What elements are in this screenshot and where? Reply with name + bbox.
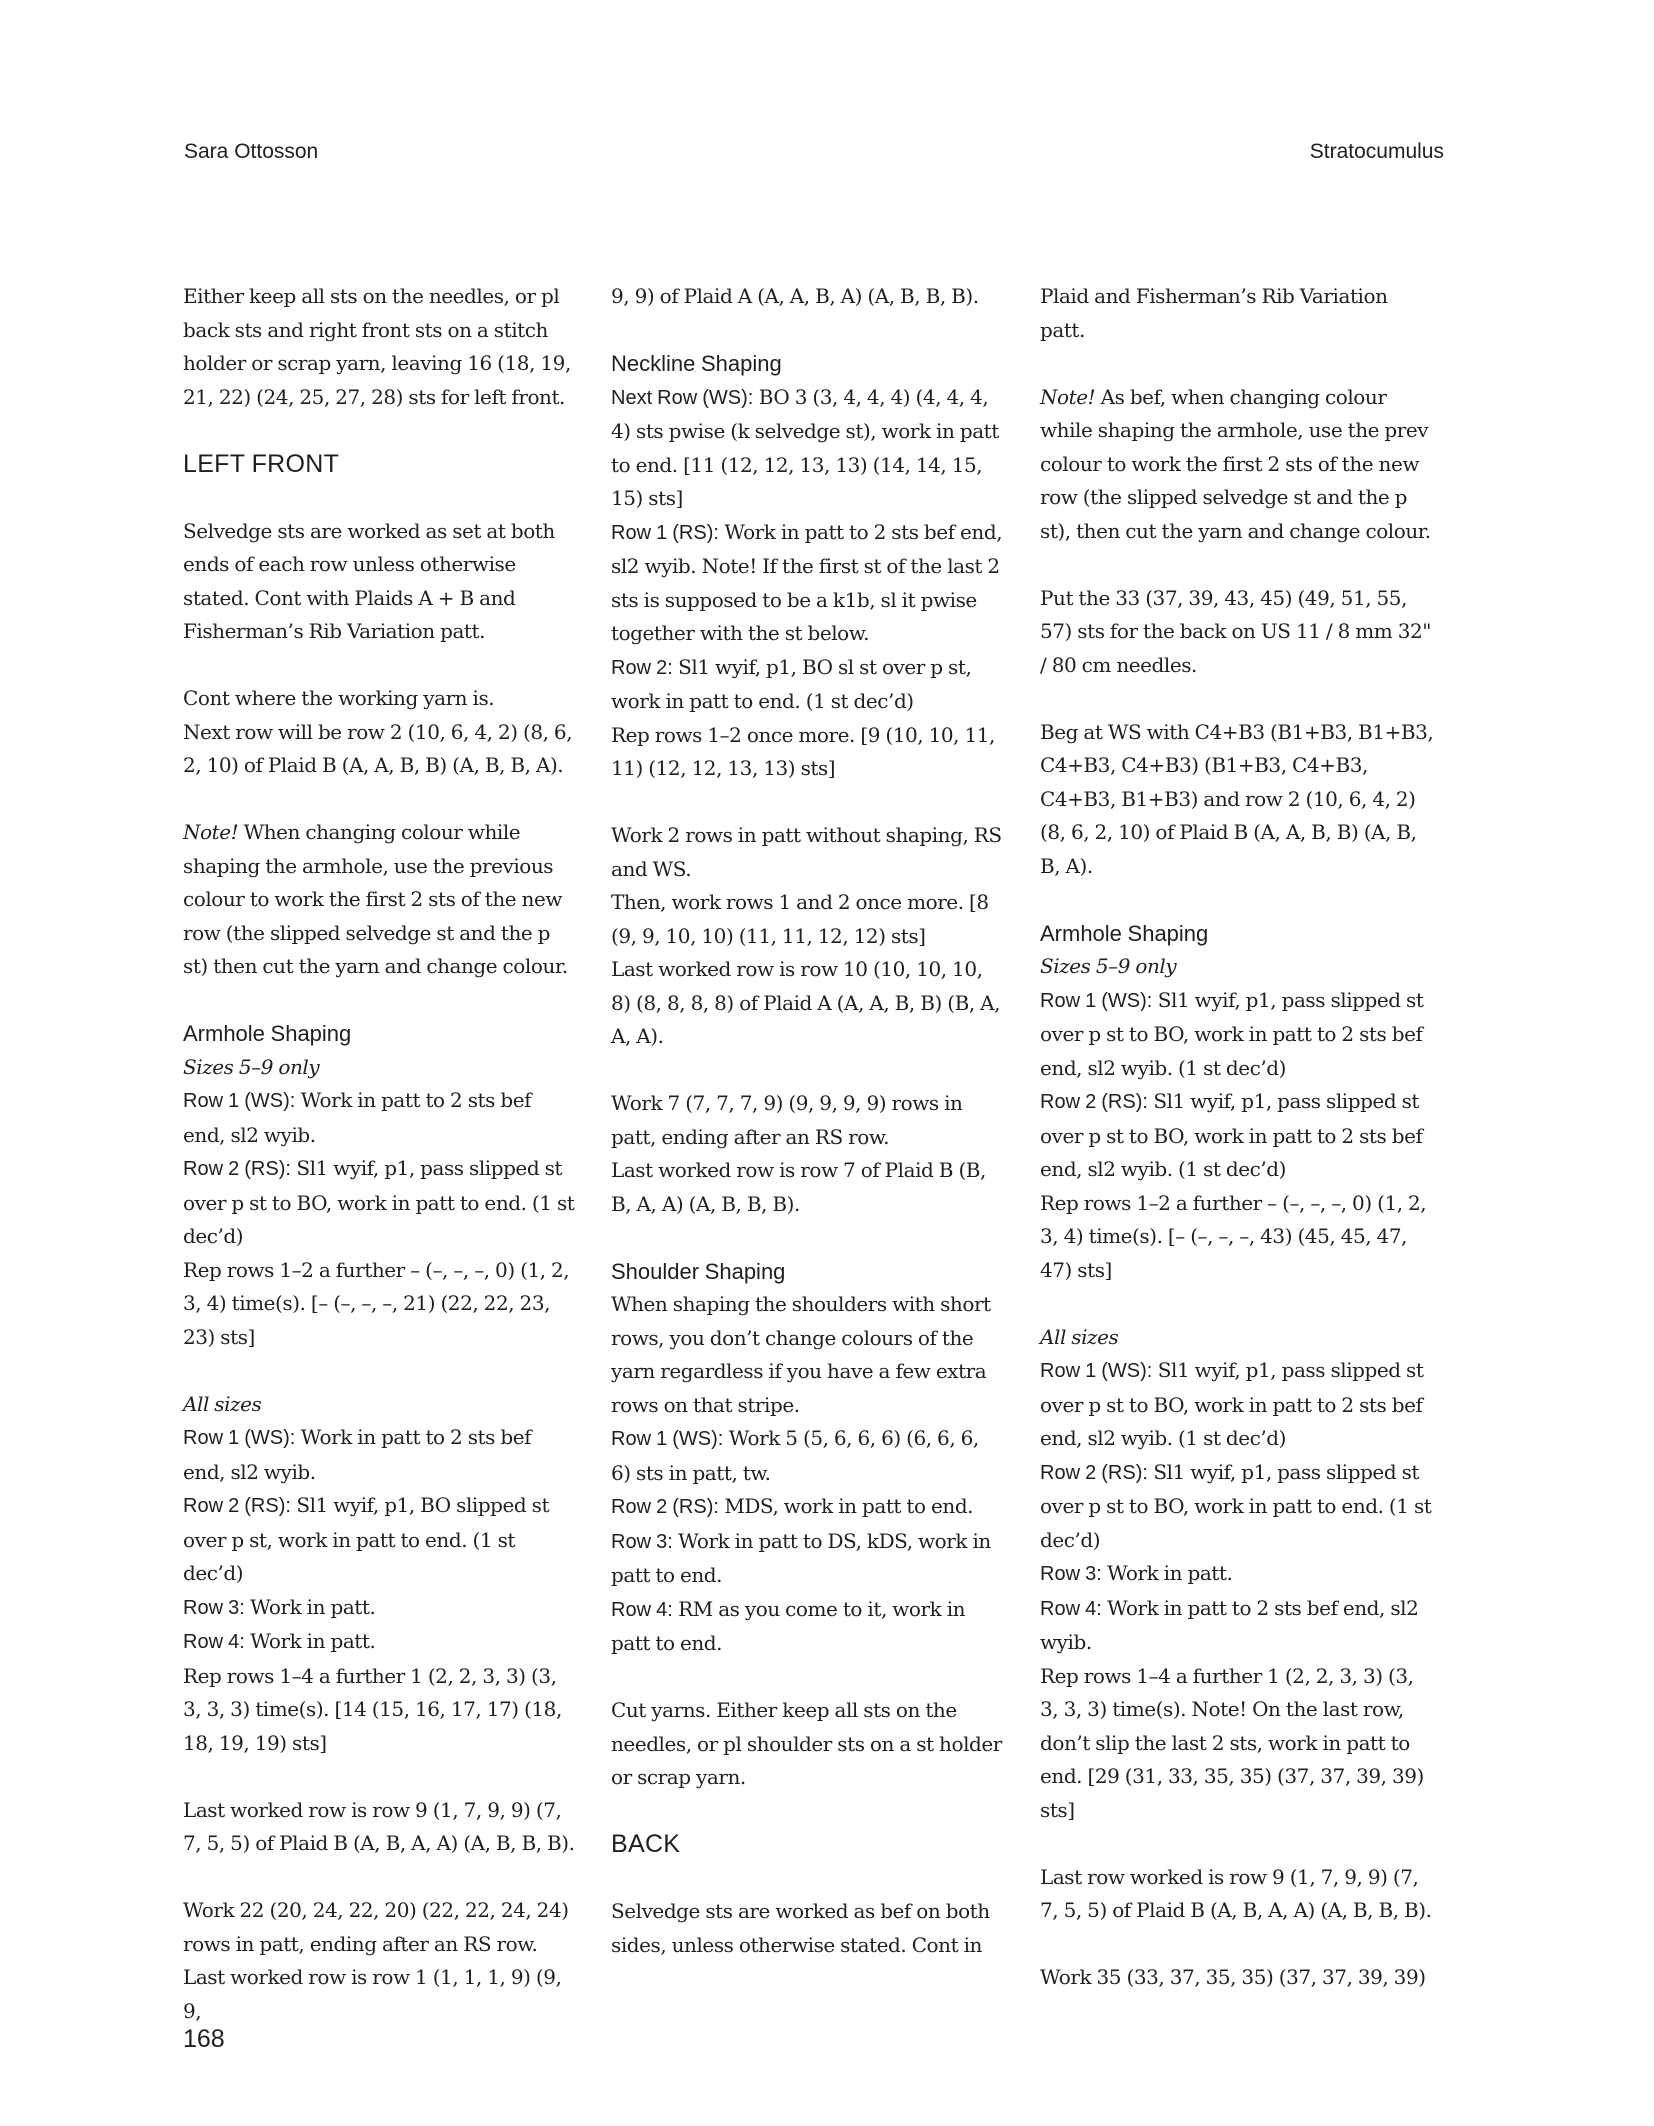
- paragraph: When shaping the shoulders with short rows, you don’t change colours of the yarn regardless if you have a few extra rows on that stripe.: [611, 1292, 991, 1417]
- row-text: Work in patt.: [244, 1594, 376, 1619]
- subheading-shoulder-shaping: Shoulder Shaping: [611, 1258, 786, 1284]
- sizes-note: [183, 1051, 575, 1085]
- text-column-3: [1040, 280, 1436, 1995]
- row-label: Row 2:: [611, 656, 673, 679]
- running-header-author: Sara Ottosson: [184, 140, 319, 163]
- instruction-row: [183, 1591, 575, 1626]
- row-text: Work in patt to DS, kDS, work in patt to end.: [611, 1528, 991, 1587]
- paragraph: Work 2 rows in patt without shaping, RS and WS.: [611, 823, 1002, 881]
- row-label: Row 4:: [183, 1631, 245, 1653]
- sizes-label: Sizes 5–9 only: [1040, 954, 1177, 978]
- row-label: Row 1 (WS):: [1040, 1360, 1153, 1382]
- running-header-title: Stratocumulus: [1309, 140, 1444, 163]
- sizes-note: [183, 1388, 575, 1422]
- row-label: Row 1 (WS):: [183, 1427, 296, 1449]
- subheading-armhole-shaping: Armhole Shaping: [1040, 920, 1209, 946]
- paragraph: Work 35 (33, 37, 35, 35) (37, 37, 39, 39): [1040, 1965, 1426, 1989]
- note-label: Note!: [183, 820, 239, 844]
- row-text: MDS, work in patt to end.: [718, 1494, 974, 1518]
- row-text: RM as you come to it, work in patt to end.: [611, 1596, 966, 1655]
- paragraph: Then, work rows 1 and 2 once more. [8 (9, 9, 10, 10) (11, 11, 12, 12) sts]: [611, 890, 989, 948]
- note-paragraph: [183, 816, 575, 984]
- instruction-row: [1040, 1456, 1436, 1558]
- instruction-row: [183, 1421, 575, 1489]
- note-text: As bef, when changing colour while shaping the armhole, use the prev colour to work the first 2 sts of the new row (the slipped selvedge st and the p st), then cut the yarn and change colour.: [1040, 384, 1431, 543]
- row-label: Row 2 (RS):: [1040, 1091, 1148, 1113]
- instruction-row: [1040, 984, 1436, 1086]
- paragraph: Selvedge sts are worked as set at both ends of each row unless otherwise stated. Cont with Plaids A + B and Fisherman’s Rib Variation patt.: [183, 518, 555, 643]
- paragraph: Either keep all sts on the needles, or pl back sts and right front sts on a stitch holder or scrap yarn, leaving 16 (18, 19, 21, 22) (24, 25, 27, 28) sts for left front.: [183, 284, 571, 409]
- sizes-note: [1040, 950, 1436, 984]
- paragraph: Rep rows 1–4 a further 1 (2, 2, 3, 3) (3, 3, 3, 3) time(s). Note! On the last row, don’t slip the last 2 sts, work in patt to end. [29 (31, 33, 35, 35) (37, 37, 39, 39) sts]: [1040, 1663, 1424, 1822]
- note-text: When changing colour while shaping the armhole, use the previous colour to work the first 2 sts of the new row (the slipped selvedge st and the p st) then cut the yarn and change colour.: [183, 820, 568, 978]
- row-label: Row 1 (WS):: [183, 1090, 296, 1112]
- row-label: Row 2 (RS):: [1040, 1461, 1148, 1484]
- instruction-row: [611, 1490, 1003, 1525]
- row-text: Work in patt.: [244, 1629, 376, 1653]
- instruction-row: [183, 1489, 575, 1591]
- note-paragraph: [1040, 381, 1436, 549]
- paragraph: Last worked row is row 7 of Plaid B (B, B, A, A) (A, B, B, B).: [611, 1158, 986, 1216]
- instruction-row: [183, 1084, 575, 1152]
- paragraph: Beg at WS with C4+B3 (B1+B3, B1+B3, C4+B3, C4+B3) (B1+B3, C4+B3, C4+B3, B1+B3) and row 2 (10, 6, 4, 2) (8, 6, 2, 10) of Plaid B (A, A, B, B) (A, B, B, A).: [1040, 719, 1434, 878]
- paragraph: Last worked row is row 1 (1, 1, 1, 9) (9, 9,: [183, 1965, 562, 2023]
- row-text: Sl1 wyif, p1, pass slipped st over p st to BO, work in patt to 2 sts bef end, sl2 wyib. (1 st dec’d): [1040, 1358, 1424, 1450]
- text-column-1: [183, 280, 575, 2028]
- row-label: Row 1 (WS):: [611, 1428, 724, 1450]
- row-text: Work in patt to 2 sts bef end, sl2 wyib.: [183, 1425, 532, 1484]
- paragraph: Last row worked is row 9 (1, 7, 9, 9) (7, 7, 5, 5) of Plaid B (A, B, A, A) (A, B, B, B).: [1040, 1864, 1432, 1922]
- subheading-neckline-shaping: Neckline Shaping: [611, 351, 782, 376]
- instruction-row: [611, 1593, 1003, 1661]
- section-heading-back: BACK: [611, 1830, 681, 1858]
- paragraph: Next row will be row 2 (10, 6, 4, 2) (8, 6, 2, 10) of Plaid B (A, A, B, B) (A, B, B, A).: [183, 719, 573, 777]
- row-text: Sl1 wyif, p1, pass slipped st over p st to BO, work in patt to end. (1 st dec’d): [183, 1156, 575, 1248]
- paragraph: Put the 33 (37, 39, 43, 45) (49, 51, 55, 57) sts for the back on US 11 / 8 mm 32" / 80 cm needles.: [1040, 585, 1432, 677]
- section-heading-left-front: LEFT FRONT: [183, 449, 340, 478]
- sizes-label: Sizes 5–9 only: [183, 1054, 320, 1079]
- sizes-label: All sizes: [183, 1391, 262, 1416]
- text-column-2: [611, 280, 1003, 1962]
- row-text: Sl1 wyif, p1, BO sl st over p st, work in patt to end. (1 st dec’d): [611, 654, 972, 713]
- paragraph: Cut yarns. Either keep all sts on the needles, or pl shoulder sts on a st holder or scrap yarn.: [611, 1698, 1002, 1789]
- sizes-note: [1040, 1321, 1436, 1355]
- row-label: Row 3:: [183, 1596, 245, 1619]
- row-label: Row 2 (RS):: [183, 1495, 291, 1517]
- note-label: Note!: [1040, 384, 1096, 409]
- row-text: Work in patt.: [1101, 1561, 1233, 1585]
- instruction-row: [183, 1625, 575, 1660]
- paragraph: Rep rows 1–2 a further – (–, –, –, 0) (1, 2, 3, 4) time(s). [– (–, –, –, 43) (45, 45, 47, 47) sts]: [1040, 1190, 1427, 1282]
- instruction-row: [611, 381, 1003, 516]
- instruction-row: [611, 1422, 1003, 1490]
- paragraph: Work 7 (7, 7, 7, 9) (9, 9, 9, 9) rows in patt, ending after an RS row.: [611, 1091, 963, 1149]
- paragraph: Selvedge sts are worked as bef on both sides, unless otherwise stated. Cont in: [611, 1899, 990, 1957]
- row-text: Work in patt to 2 sts bef end, sl2 wyib.: [1040, 1595, 1419, 1654]
- row-label: Row 4:: [611, 1598, 673, 1621]
- paragraph: Rep rows 1–2 a further – (–, –, –, 0) (1, 2, 3, 4) time(s). [– (–, –, –, 21) (22, 22, 23, 23) sts]: [183, 1257, 570, 1349]
- paragraph: Rep rows 1–2 once more. [9 (10, 10, 11, 11) (12, 12, 13, 13) sts]: [611, 722, 995, 780]
- row-text: Sl1 wyif, p1, pass slipped st over p st to BO, work in patt to end. (1 st dec’d): [1040, 1459, 1432, 1552]
- paragraph: 9, 9) of Plaid A (A, A, B, A) (A, B, B, B).: [611, 284, 979, 308]
- sizes-label: All sizes: [1040, 1324, 1119, 1349]
- row-label: Row 2 (RS):: [183, 1158, 291, 1180]
- instruction-row: [611, 1525, 1003, 1593]
- row-label: Row 4:: [1040, 1597, 1102, 1620]
- subheading-armhole-shaping: Armhole Shaping: [183, 1021, 352, 1046]
- row-text: Work 5 (5, 6, 6, 6) (6, 6, 6, 6) sts in patt, tw.: [611, 1426, 979, 1485]
- paragraph: Cont where the working yarn is.: [183, 686, 495, 710]
- row-label: Row 1 (RS):: [611, 521, 719, 544]
- paragraph: Plaid and Fisherman’s Rib Variation patt.: [1040, 284, 1388, 342]
- row-text: Sl1 wyif, p1, BO slipped st over p st, work in patt to end. (1 st dec’d): [183, 1493, 550, 1585]
- page-number: 168: [183, 2025, 225, 2053]
- instruction-row: [1040, 1557, 1436, 1592]
- paragraph: Work 22 (20, 24, 22, 20) (22, 22, 24, 24) rows in patt, ending after an RS row.: [183, 1898, 569, 1956]
- row-text: Sl1 wyif, p1, pass slipped st over p st to BO, work in patt to 2 sts bef end, sl2 wyib. (1 st dec’d): [1040, 987, 1424, 1080]
- instruction-row: [1040, 1085, 1436, 1187]
- instruction-row: [611, 516, 1003, 651]
- row-label: Row 1 (WS):: [1040, 989, 1153, 1012]
- row-text: Sl1 wyif, p1, pass slipped st over p st to BO, work in patt to 2 sts bef end, sl2 wyib. (1 st dec’d): [1040, 1089, 1423, 1181]
- row-text: Work in patt to 2 sts bef end, sl2 wyib.: [183, 1088, 532, 1147]
- instruction-row: [1040, 1592, 1436, 1660]
- row-label: Row 2 (RS):: [611, 1496, 719, 1518]
- paragraph: Rep rows 1–4 a further 1 (2, 2, 3, 3) (3, 3, 3, 3) time(s). [14 (15, 16, 17, 17) (18, 18, 19, 19) sts]: [183, 1663, 562, 1755]
- instruction-row: [611, 651, 1003, 719]
- instruction-row: [183, 1152, 575, 1254]
- paragraph: Last worked row is row 9 (1, 7, 9, 9) (7, 7, 5, 5) of Plaid B (A, B, A, A) (A, B, B, B).: [183, 1797, 575, 1855]
- row-text: Work in patt to 2 sts bef end, sl2 wyib. Note! If the first st of the last 2 sts is supposed to be a k1b, sl it pwise together with the st below.: [611, 519, 1003, 645]
- row-label: Row 3:: [1040, 1563, 1102, 1585]
- row-label: Next Row (WS):: [611, 386, 754, 409]
- row-label: Row 3:: [611, 1530, 673, 1553]
- paragraph: Last worked row is row 10 (10, 10, 10, 8) (8, 8, 8, 8) of Plaid A (A, A, B, B) (B, A, A, A).: [611, 957, 1001, 1048]
- instruction-row: [1040, 1354, 1436, 1456]
- row-text: BO 3 (3, 4, 4, 4) (4, 4, 4, 4) sts pwise (k selvedge st), work in patt to end. [11 (12, 12, 13, 13) (14, 14, 15, 15) sts]: [611, 384, 999, 510]
